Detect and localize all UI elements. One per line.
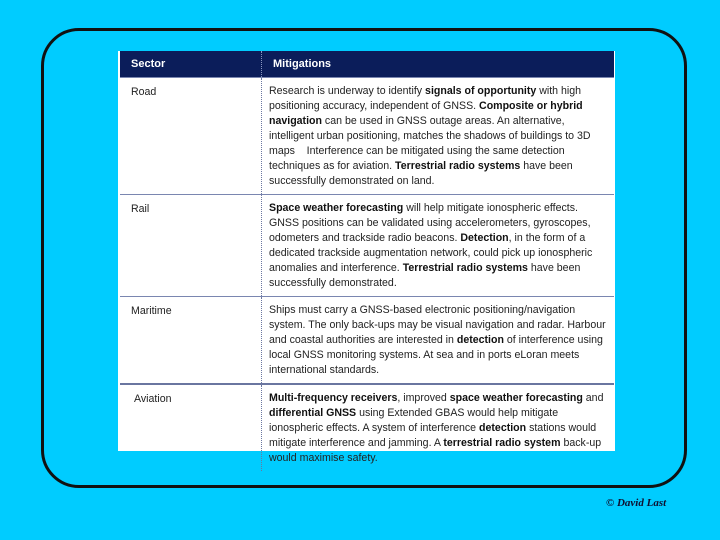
copyright-credit: © David Last <box>606 497 667 509</box>
body-text: and <box>582 392 604 404</box>
body-text: of interference using local GNSS monitoring systems. At sea and in ports eLoran meets international standards. <box>269 334 603 376</box>
mitigations-cell <box>262 384 615 471</box>
sector-cell: Maritime <box>120 297 262 385</box>
body-text: , improved <box>397 392 450 404</box>
table-row-aviation <box>120 384 614 471</box>
emphasis-text: detection <box>456 334 504 346</box>
emphasis-text: Terrestrial radio systems <box>402 262 528 274</box>
emphasis-text: terrestrial radio system <box>443 437 561 449</box>
emphasis-text: Terrestrial radio systems <box>395 160 521 172</box>
emphasis-text: Detection <box>460 232 509 244</box>
body-text: using Extended GBAS would help mitigate ionospheric effects. A system of interference <box>269 407 559 434</box>
table-row-maritime <box>120 297 614 385</box>
table-header-row <box>120 51 614 78</box>
emphasis-text: signals of opportunity <box>425 85 537 97</box>
mitigations-cell <box>262 195 615 297</box>
emphasis-text: Multi-frequency receivers <box>269 392 398 404</box>
mitigations-cell <box>262 297 615 385</box>
mitigations-cell <box>262 78 615 195</box>
body-text: stations would mitigate interference and jamming. A <box>269 422 597 449</box>
emphasis-text: Space weather forecasting <box>269 202 404 214</box>
body-text: , in the form of a dedicated trackside augmentation network, could pick up ionospheric anomalies and interference. <box>269 232 593 274</box>
header-sector: Sector <box>120 51 262 78</box>
emphasis-text: detection <box>479 422 527 434</box>
header-mitigations: Mitigations <box>262 51 615 78</box>
body-text: with high positioning accuracy, independent of GNSS. <box>269 85 582 112</box>
sector-cell: Rail <box>120 195 262 297</box>
sector-cell: Aviation <box>120 384 262 471</box>
body-text: Research is underway to identify <box>269 85 426 97</box>
emphasis-text: differential GNSS <box>269 407 357 419</box>
mitigations-table <box>120 51 614 471</box>
body-text: have been successfully demonstrated on land. <box>269 160 573 187</box>
table-row-road <box>120 78 614 195</box>
table-row-rail <box>120 195 614 297</box>
body-text: Ships must carry a GNSS-based electronic positioning/navigation system. The only back-ups may be visual navigation and radar. Harbour and coastal authorities are interested in <box>269 304 606 346</box>
body-text: will help mitigate ionospheric effects. GNSS positions can be validated using accelerometers, gyroscopes, odometers and trackside radio beacons. <box>269 202 591 244</box>
body-text: can be used in GNSS outage areas. An alternative, intelligent urban positioning, matches the shadows of buildings to 3D maps Interference can be mitigated using the same detection techniques as for aviation. <box>269 115 591 172</box>
mitigations-table-panel <box>118 51 615 464</box>
sector-cell: Road <box>120 78 262 195</box>
emphasis-text: Composite or hybrid navigation <box>269 100 583 127</box>
body-text: have been successfully demonstrated. <box>269 262 581 289</box>
body-text: back-up would maximise safety. <box>269 437 602 464</box>
emphasis-text: space weather forecasting <box>449 392 583 404</box>
